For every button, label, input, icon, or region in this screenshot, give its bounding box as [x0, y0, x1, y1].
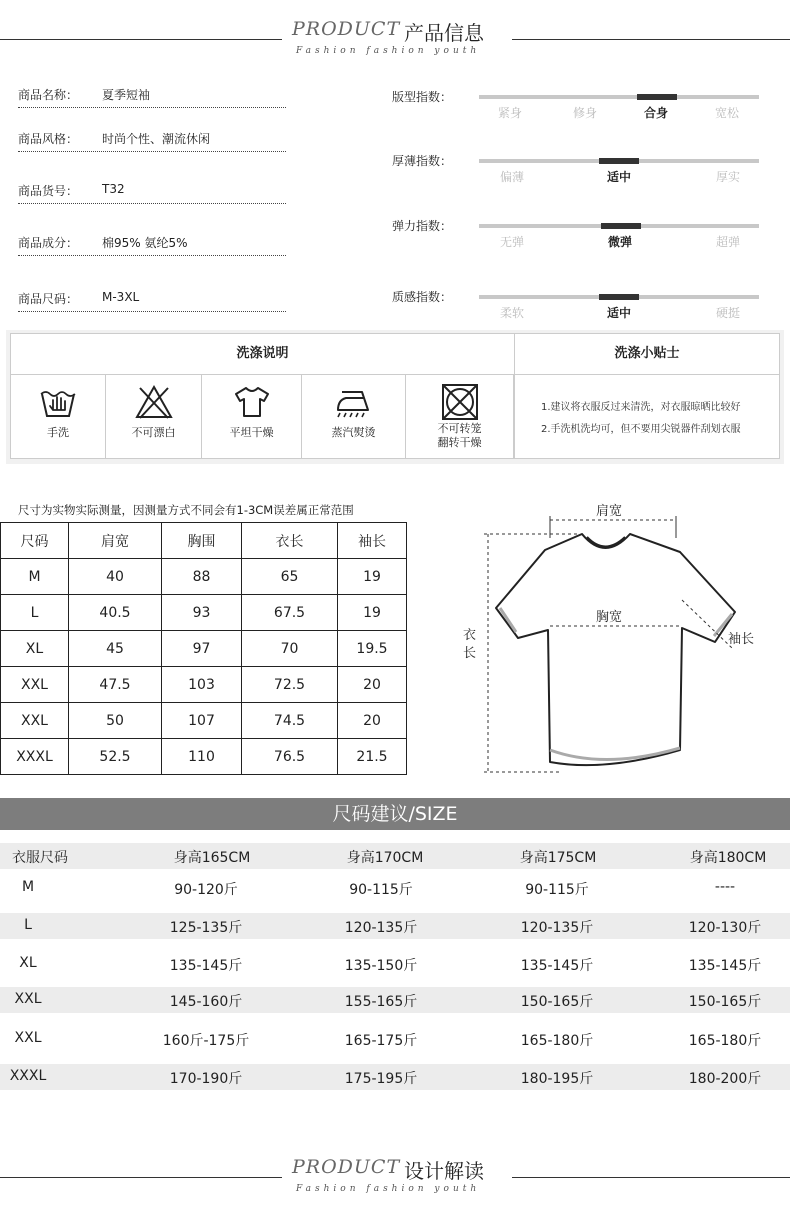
size-cell: 155-165斤: [344, 994, 418, 1010]
table-cell: 20: [338, 667, 407, 703]
info-label: 商品风格：: [18, 132, 79, 146]
index-option: 修身: [572, 106, 598, 120]
diagram-label-shoulder: 肩宽: [596, 504, 623, 519]
index-option: 偏薄: [499, 170, 525, 184]
info-row-name: [18, 84, 286, 108]
table-header-cell: 衣长: [242, 523, 338, 559]
size-cell: 135-145斤: [169, 958, 243, 974]
table-cell: 40.5: [69, 595, 162, 631]
table-cell: 107: [162, 703, 242, 739]
no-tumble-dry-icon: [440, 384, 480, 420]
table-header-row: [1, 523, 407, 559]
table-cell: XXXL: [1, 739, 69, 775]
table-cell: 19: [338, 559, 407, 595]
texture-index: [392, 288, 762, 328]
size-cell: 165-180斤: [688, 1033, 762, 1049]
wash-item-label: 蒸汽熨烫: [331, 426, 376, 439]
table-row: [1, 595, 407, 631]
table-row: [0, 913, 790, 939]
table-cell: XXL: [1, 667, 69, 703]
header-divider: [512, 1177, 790, 1178]
size-cell: 135-145斤: [688, 958, 762, 974]
table-row: [0, 1064, 790, 1090]
size-cell: M: [21, 879, 35, 895]
size-cell: 175-195斤: [344, 1071, 418, 1087]
index-marker: [637, 94, 677, 100]
info-label: 商品名称：: [18, 88, 79, 102]
index-option: 柔软: [499, 306, 525, 320]
table-cell: 72.5: [242, 667, 338, 703]
hand-wash-icon: [38, 384, 78, 420]
header-divider: [0, 39, 282, 40]
product-info-header: [0, 14, 790, 64]
table-row: [0, 951, 790, 977]
flat-dry-icon: [232, 384, 272, 420]
no-bleach-icon: [134, 384, 174, 420]
table-cell: L: [1, 595, 69, 631]
size-cell: 125-135斤: [169, 920, 243, 936]
size-cell: 180-195斤: [520, 1071, 594, 1087]
size-header-cell: 身高180CM: [689, 850, 767, 866]
info-row-size: [18, 288, 286, 312]
table-cell: 67.5: [242, 595, 338, 631]
wash-item: [302, 374, 406, 458]
index-marker: [599, 294, 639, 300]
table-row: [1, 703, 407, 739]
size-cell: 135-150斤: [344, 958, 418, 974]
index-label: 厚薄指数：: [392, 154, 453, 168]
wash-tip: 1.建议将衣服反过来清洗，对衣服晾晒比较好: [541, 402, 741, 413]
wash-tips-title: 洗涤小贴士: [614, 346, 680, 361]
info-label: 商品成分：: [18, 236, 79, 250]
wash-item: [106, 374, 202, 458]
table-header-cell: 胸围: [162, 523, 242, 559]
table-cell: M: [1, 559, 69, 595]
header-divider: [512, 39, 790, 40]
info-row-style: [18, 128, 286, 152]
wash-item-label: 平坦干燥: [229, 426, 274, 439]
index-option-selected: 适中: [606, 170, 632, 184]
size-cell: 165-180斤: [520, 1033, 594, 1049]
index-option-selected: 微弹: [607, 235, 633, 249]
size-cell: 160斤-175斤: [162, 1033, 250, 1049]
table-cell: 40: [69, 559, 162, 595]
wash-title: 洗涤说明: [236, 346, 289, 361]
thickness-index: [392, 152, 762, 192]
index-marker: [599, 158, 639, 164]
info-label: 商品货号：: [18, 184, 79, 198]
table-row: [1, 739, 407, 775]
wash-item-label: 不可转笼 翻转干燥: [437, 422, 482, 449]
size-cell: 150-165斤: [520, 994, 594, 1010]
table-cell: 47.5: [69, 667, 162, 703]
fit-index: [392, 88, 762, 128]
table-row: [1, 559, 407, 595]
table-cell: XXL: [1, 703, 69, 739]
size-cell: 120-135斤: [344, 920, 418, 936]
index-option: 超弹: [715, 235, 741, 249]
info-row-material: [18, 232, 286, 256]
size-cell: ----: [714, 879, 736, 895]
info-value: 棉95% 氨纶5%: [102, 236, 188, 250]
wash-panel: [10, 333, 780, 459]
size-header-cell: 衣服尺码: [12, 850, 68, 866]
diagram-label-sleeve: 袖长: [728, 632, 755, 647]
index-option: 厚实: [715, 170, 741, 184]
size-cell: 90-120斤: [174, 882, 238, 898]
table-row: [0, 1026, 790, 1052]
diagram-label-length: 衣: [463, 628, 477, 643]
info-value: 夏季短袖: [102, 88, 151, 102]
info-row-sku: [18, 180, 286, 204]
size-cell: 150-165斤: [688, 994, 762, 1010]
size-banner: 尺码建议/SIZE: [0, 798, 790, 830]
info-value: M-3XL: [102, 290, 140, 304]
index-label: 弹力指数：: [392, 219, 453, 233]
header-cn-title: 设计解读: [404, 1159, 484, 1183]
design-header: [0, 1152, 790, 1202]
diagram-label-chest: 胸宽: [596, 610, 623, 625]
size-cell: 120-135斤: [520, 920, 594, 936]
table-cell: 19.5: [338, 631, 407, 667]
table-row: [0, 875, 790, 901]
size-cell: 90-115斤: [525, 882, 589, 898]
table-cell: 20: [338, 703, 407, 739]
table-cell: 110: [162, 739, 242, 775]
table-cell: 97: [162, 631, 242, 667]
size-header-cell: 身高165CM: [173, 850, 251, 866]
wash-item: [11, 374, 106, 458]
divider: [514, 334, 515, 458]
index-label: 版型指数：: [392, 90, 453, 104]
wash-tip: 2.手洗机洗均可，但不要用尖锐器件刮划衣服: [541, 424, 741, 435]
size-header-cell: 身高170CM: [346, 850, 424, 866]
measure-note: 尺寸为实物实际测量，因测量方式不同会有1-3CM误差属正常范围: [18, 503, 354, 517]
size-cell: XXL: [14, 1030, 42, 1046]
table-header-cell: 尺码: [1, 523, 69, 559]
table-cell: 52.5: [69, 739, 162, 775]
header-en-title: PRODUCT: [292, 18, 401, 40]
header-divider: [0, 1177, 282, 1178]
size-header-row: [0, 843, 790, 869]
index-option: 紧身: [497, 106, 523, 120]
table-cell: 65: [242, 559, 338, 595]
diagram-label-length: 长: [463, 646, 477, 661]
size-cell: XL: [19, 955, 37, 971]
table-cell: 88: [162, 559, 242, 595]
size-cell: 180-200斤: [688, 1071, 762, 1087]
elasticity-index: [392, 217, 762, 257]
table-cell: 50: [69, 703, 162, 739]
table-cell: 103: [162, 667, 242, 703]
header-subtitle: Fashion fashion youth: [296, 1184, 481, 1194]
steam-iron-icon: [334, 384, 374, 420]
header-cn-title: 产品信息: [404, 21, 484, 45]
size-cell: 165-175斤: [344, 1033, 418, 1049]
index-bar: [479, 95, 759, 99]
index-marker: [601, 223, 641, 229]
size-cell: 90-115斤: [349, 882, 413, 898]
table-row: [1, 631, 407, 667]
table-cell: 70: [242, 631, 338, 667]
index-option: 无弹: [499, 235, 525, 249]
info-label: 商品尺码：: [18, 292, 79, 306]
table-cell: 93: [162, 595, 242, 631]
size-cell: 135-145斤: [520, 958, 594, 974]
index-option: 硬挺: [715, 306, 741, 320]
wash-item: [406, 374, 514, 458]
wash-item: [202, 374, 302, 458]
index-option: 宽松: [714, 106, 740, 120]
table-cell: 45: [69, 631, 162, 667]
table-header-cell: 肩宽: [69, 523, 162, 559]
size-cell: XXL: [14, 991, 42, 1007]
size-cell: XXXL: [9, 1068, 47, 1084]
size-header-cell: 身高175CM: [519, 850, 597, 866]
table-header-cell: 袖长: [338, 523, 407, 559]
size-cell: 120-130斤: [688, 920, 762, 936]
header-en-title: PRODUCT: [292, 1156, 401, 1178]
index-option-selected: 适中: [606, 306, 632, 320]
header-subtitle: Fashion fashion youth: [296, 46, 481, 56]
index-option-selected: 合身: [643, 106, 669, 120]
table-cell: 74.5: [242, 703, 338, 739]
wash-item-label: 手洗: [47, 426, 69, 439]
table-cell: XL: [1, 631, 69, 667]
tshirt-diagram: [450, 490, 770, 790]
size-cell: 170-190斤: [169, 1071, 243, 1087]
info-value: T32: [102, 182, 125, 196]
table-cell: 19: [338, 595, 407, 631]
size-cell: 145-160斤: [169, 994, 243, 1010]
size-cell: L: [24, 917, 32, 933]
measure-table: [0, 522, 407, 775]
table-cell: 76.5: [242, 739, 338, 775]
wash-item-label: 不可漂白: [131, 426, 176, 439]
index-label: 质感指数：: [392, 290, 453, 304]
info-value: 时尚个性、潮流休闲: [102, 132, 211, 146]
table-row: [1, 667, 407, 703]
table-cell: 21.5: [338, 739, 407, 775]
table-row: [0, 987, 790, 1013]
